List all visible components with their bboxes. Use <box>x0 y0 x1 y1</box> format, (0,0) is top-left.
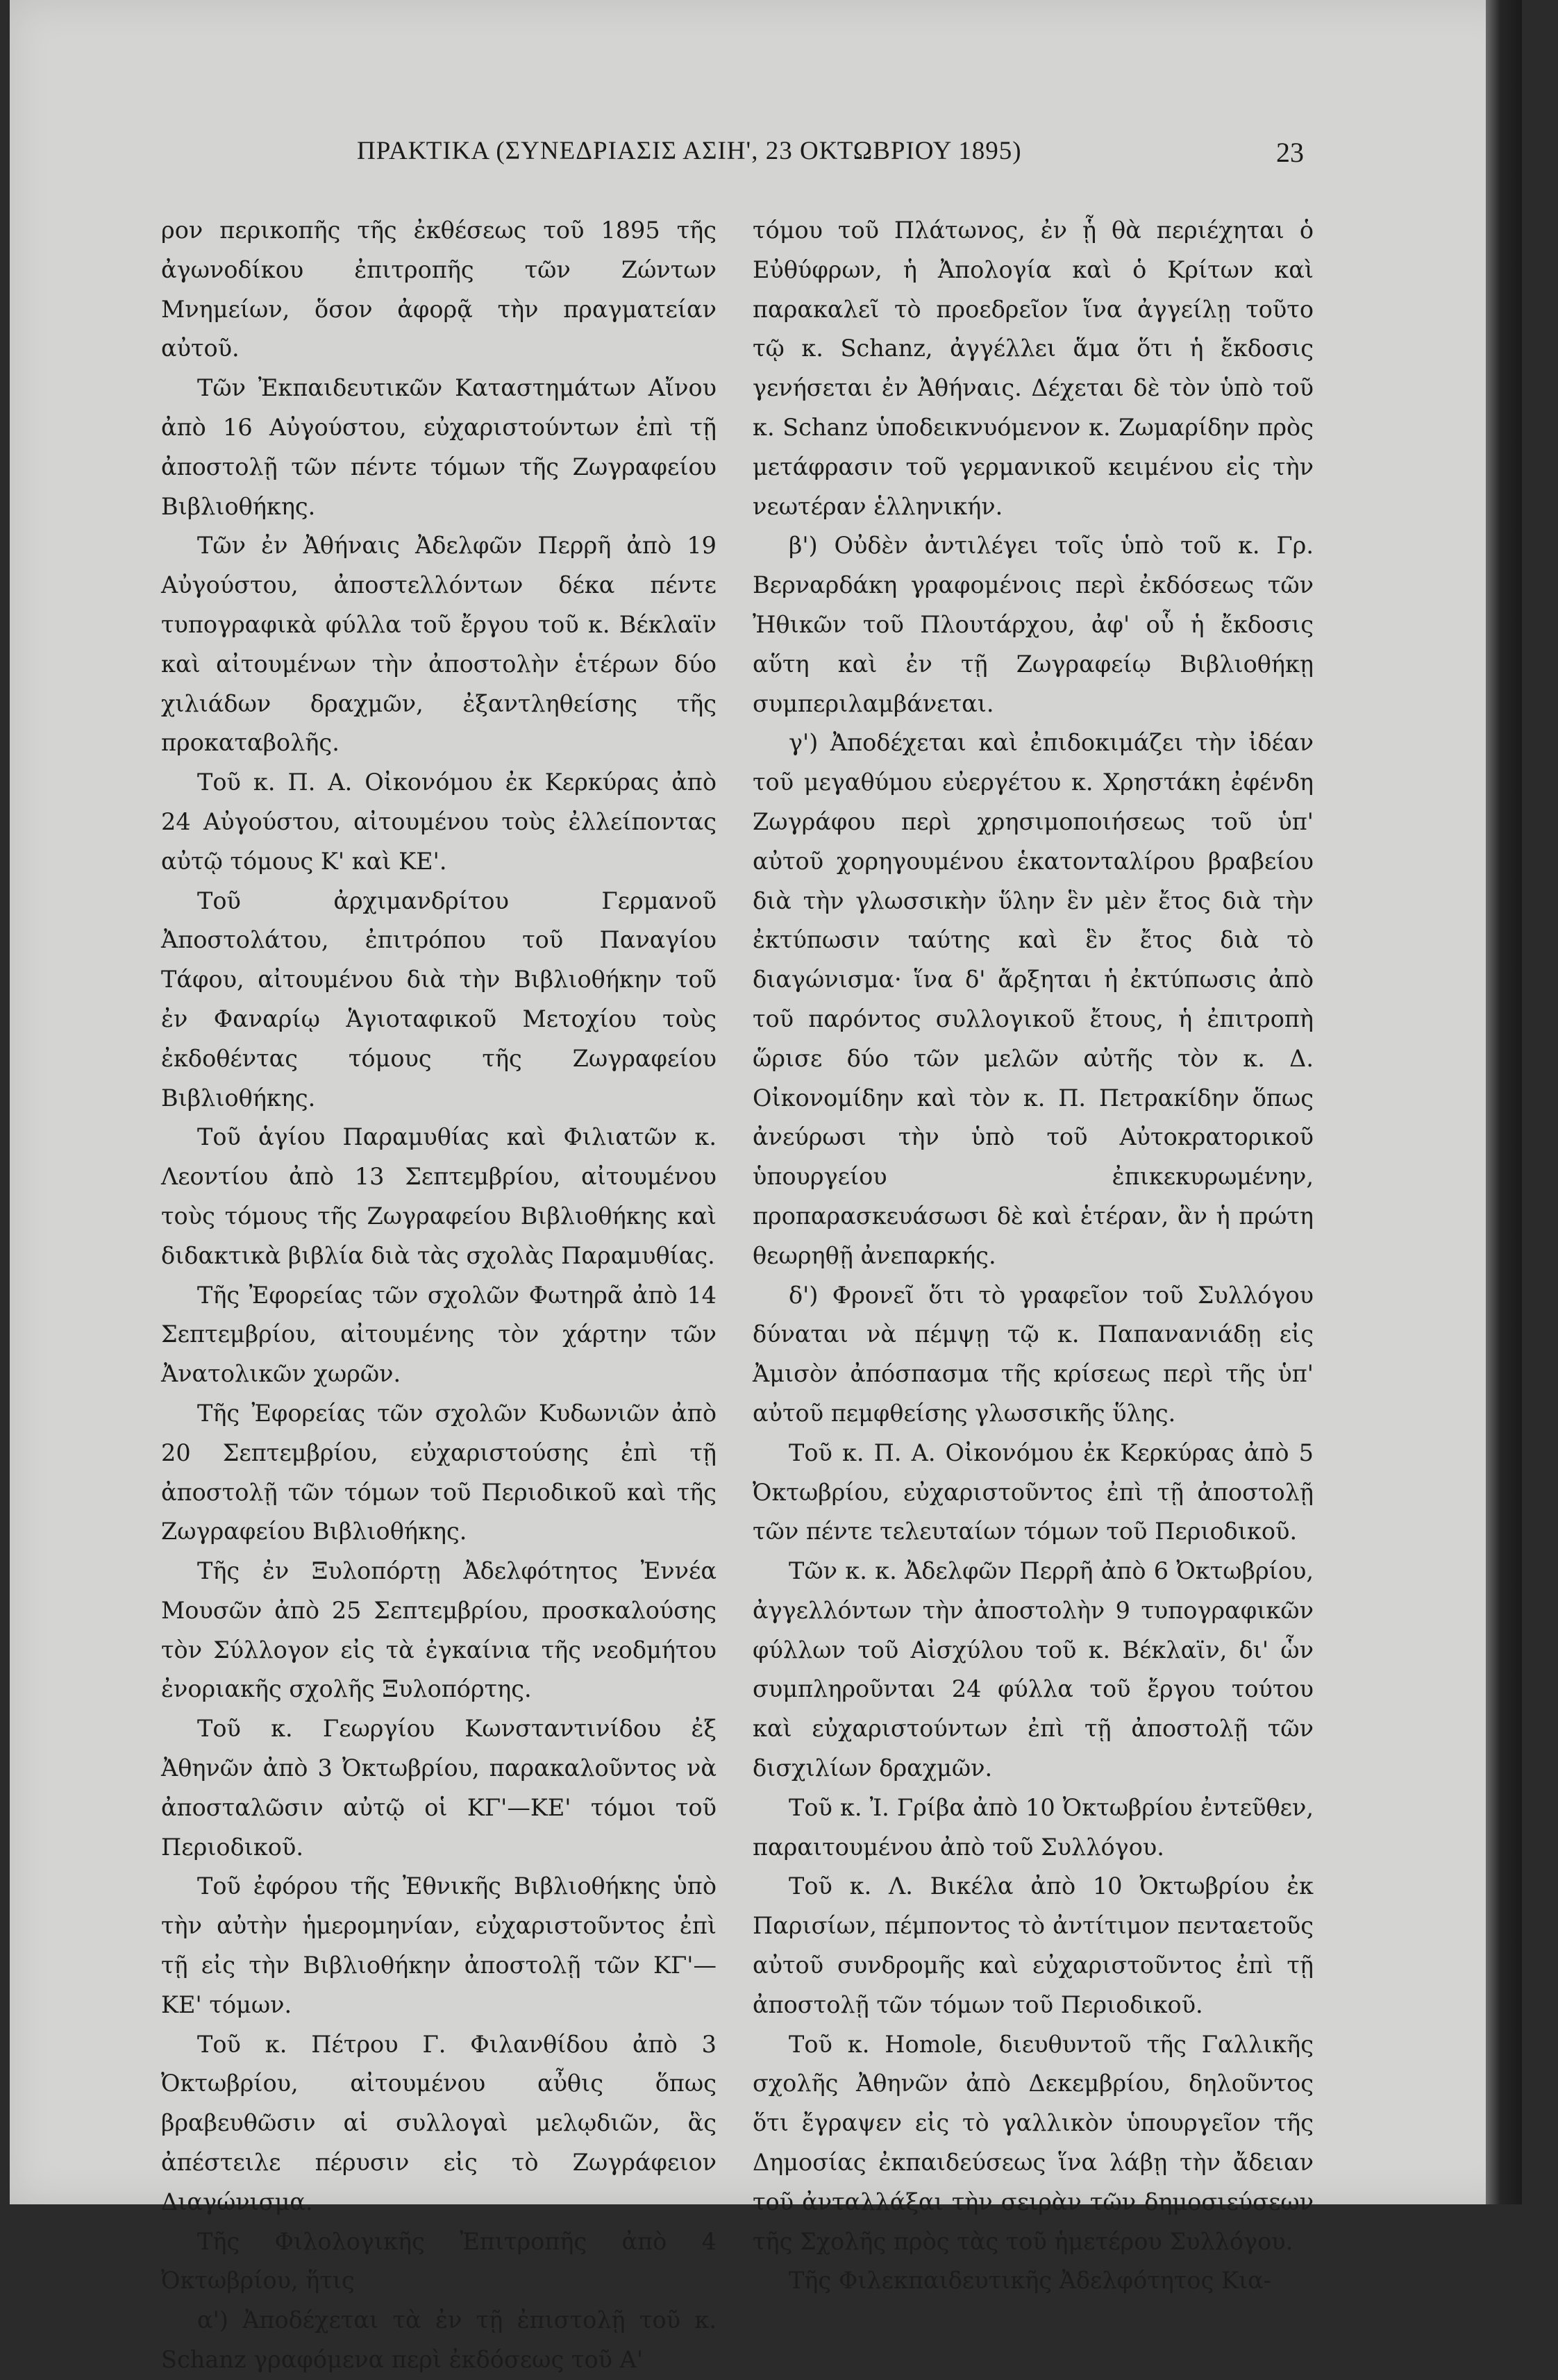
paragraph: Τοῦ ἐφόρου τῆς Ἐθνικῆς Βιβλιοθήκης ὑπὸ τὴν αὐτὴν ἡμερομηνίαν, εὐχαριστοῦντος ἐπὶ τῇ εἰς τὴν Βιβλιοθήκην ἀποστολῇ τῶν ΚΓ'—ΚΕ' τόμων. <box>161 1872 717 2018</box>
paragraph: Τῆς Ἐφορείας τῶν σχολῶν Κυδωνιῶν ἀπὸ 20 Σεπτεμβρίου, εὐχαριστούσης ἐπὶ τῇ ἀποστολῇ τῶν τόμων τοῦ Περιοδικοῦ καὶ τῆς Ζωγραφείου Βιβλιοθήκης. <box>161 1399 717 1545</box>
paragraph: Τῆς Φιλολογικῆς Ἐπιτροπῆς ἀπὸ 4 Ὀκτωβρίου, ἥτις <box>161 2227 717 2295</box>
right-column <box>753 211 1314 2301</box>
paragraph: Τοῦ κ. Γεωργίου Κωνσταντινίδου ἐξ Ἀθηνῶν ἀπὸ 3 Ὀκτωβρίου, παρακαλοῦντος νὰ ἀποσταλῶσιν αὐτῷ οἱ ΚΓ'—ΚΕ' τόμοι τοῦ Περιοδικοῦ. <box>161 1715 717 1861</box>
paragraph: ρον περικοπῆς τῆς ἐκθέσεως τοῦ 1895 τῆς ἀγωνοδίκου ἐπιτροπῆς τῶν Ζώντων Μνημείων, ὅσον ἀφορᾷ τὴν πραγματείαν αὐτοῦ. <box>161 217 717 362</box>
paragraph: Τοῦ κ. Πέτρου Γ. Φιλανθίδου ἀπὸ 3 Ὀκτωβρίου, αἰτουμένου αὖθις ὅπως βραβευθῶσιν αἱ συλλογαὶ μελῳδιῶν, ἃς ἀπέστειλε πέρυσιν εἰς τὸ Ζωγράφειον Διαγώνισμα. <box>161 2030 717 2215</box>
paragraph: Τῶν Ἐκπαιδευτικῶν Καταστημάτων Αἴνου ἀπὸ 16 Αὐγούστου, εὐχαριστούντων ἐπὶ τῇ ἀποστολῇ τῶν πέντε τόμων τῆς Ζωγραφείου Βιβλιοθήκης. <box>161 374 717 520</box>
paragraph: Τῶν κ. κ. Ἀδελφῶν Περρῆ ἀπὸ 6 Ὀκτωβρίου, ἀγγελλόντων τὴν ἀποστολὴν 9 τυπογραφικῶν φύλλων τοῦ Αἰσχύλου τοῦ κ. Βέκλαϊν, δι' ὧν συμπληροῦνται 24 φύλλα τοῦ ἔργου τούτου καὶ εὐχαριστούντων ἐπὶ τῇ ἀποστολῇ τῶν δισχιλίων δραχμῶν. <box>753 1557 1314 1782</box>
paragraph: δ') Φρονεῖ ὅτι τὸ γραφεῖον τοῦ Συλλόγου δύναται νὰ πέμψῃ τῷ κ. Παπανανιάδῃ εἰς Ἀμισὸν ἀπόσπασμα τῆς κρίσεως περὶ τῆς ὑπ' αὐτοῦ πεμφθείσης γλωσσικῆς ὕλης. <box>753 1281 1314 1427</box>
paragraph: Τοῦ κ. Π. Α. Οἰκονόμου ἐκ Κερκύρας ἀπὸ 5 Ὀκτωβρίου, εὐχαριστοῦντος ἐπὶ τῇ ἀποστολῇ τῶν πέντε τελευταίων τόμων τοῦ Περιοδικοῦ. <box>753 1439 1314 1545</box>
left-column <box>161 211 717 2380</box>
paragraph: Τοῦ κ. Homole, διευθυντοῦ τῆς Γαλλικῆς σχολῆς Ἀθηνῶν ἀπὸ Δεκεμβρίου, δηλοῦντος ὅτι ἔγραψεν εἰς τὸ γαλλικὸν ὑπουργεῖον τῆς Δημοσίας ἐκπαιδεύσεως ἵνα λάβῃ τὴν ἄδειαν τοῦ ἀνταλλάξαι τὴν σειρὰν τῶν δημοσιεύσεων τῆς Σχολῆς πρὸς τὰς τοῦ ἡμετέρου Συλλόγου. <box>753 2030 1314 2255</box>
paragraph: Τοῦ κ. Ἰ. Γρίβα ἀπὸ 10 Ὀκτωβρίου ἐντεῦθεν, παραιτουμένου ἀπὸ τοῦ Συλλόγου. <box>753 1793 1314 1861</box>
paragraph: Τῆς ἐν Ξυλοπόρτῃ Ἀδελφότητος Ἐννέα Μουσῶν ἀπὸ 25 Σεπτεμβρίου, προσκαλούσης τὸν Σύλλογον εἰς τὰ ἐγκαίνια τῆς νεοδμήτου ἐνοριακῆς σχολῆς Ξυλοπόρτης. <box>161 1557 717 1703</box>
paragraph: Τοῦ ἁγίου Παραμυθίας καὶ Φιλιατῶν κ. Λεοντίου ἀπὸ 13 Σεπτεμβρίου, αἰτουμένου τοὺς τόμους τῆς Ζωγραφείου Βιβλιοθήκης καὶ διδακτικὰ βιβλία διὰ τὰς σχολὰς Παραμυθίας. <box>161 1123 717 1269</box>
paragraph: Τῆς Ἐφορείας τῶν σχολῶν Φωτηρᾶ ἀπὸ 14 Σεπτεμβρίου, αἰτουμένης τὸν χάρτην τῶν Ἀνατολικῶν χωρῶν. <box>161 1281 717 1388</box>
paragraph: Τῶν ἐν Ἀθήναις Ἀδελφῶν Περρῆ ἀπὸ 19 Αὐγούστου, ἀποστελλόντων δέκα πέντε τυπογραφικὰ φύλλα τοῦ ἔργου τοῦ κ. Βέκλαϊν καὶ αἰτουμένων τὴν ἀποστολὴν ἑτέρων δύο χιλιάδων δραχμῶν, ἐξαντληθείσης τῆς προκαταβολῆς. <box>161 532 717 757</box>
paragraph: α') Ἀποδέχεται τὰ ἐν τῇ ἐπιστολῇ τοῦ κ. Schanz γραφόμενα περὶ ἐκδόσεως τοῦ Α' <box>161 2306 717 2374</box>
paragraph: β') Οὐδὲν ἀντιλέγει τοῖς ὑπὸ τοῦ κ. Γρ. Βερναρδάκη γραφομένοις περὶ ἐκδόσεως τῶν Ἠθικῶν τοῦ Πλουτάρχου, ἀφ' οὗ ἡ ἔκδοσις αὕτη καὶ ἐν τῇ Ζωγραφείῳ Βιβλιοθήκῃ συμπεριλαμβάνεται. <box>753 532 1314 717</box>
paragraph: Τῆς Φιλεκπαιδευτικῆς Ἀδελφότητος Κια- <box>789 2267 1272 2295</box>
paragraph: γ') Ἀποδέχεται καὶ ἐπιδοκιμάζει τὴν ἰδέαν τοῦ μεγαθύμου εὐεργέτου κ. Χρηστάκη ἐφένδη Ζωγράφου περὶ χρησιμοποιήσεως τοῦ ὑπ' αὐτοῦ χορηγουμένου ἑκατονταλίρου βραβείου διὰ τὴν γλωσσικὴν ὕλην ἓν μὲν ἔτος διὰ τὴν ἐκτύπωσιν ταύτης καὶ ἓν ἔτος διὰ τὸ διαγώνισμα· ἵνα δ' ἄρξηται ἡ ἐκτύπωσις ἀπὸ τοῦ παρόντος συλλογικοῦ ἔτους, ἡ ἐπιτροπὴ ὥρισε δύο τῶν μελῶν αὐτῆς τὸν κ. Δ. Οἰκονομίδην καὶ τὸν κ. Π. Πετρακίδην ὅπως ἀνεύρωσι τὴν ὑπὸ τοῦ Αὐτοκρατορικοῦ ὑπουργείου ἐπικεκυρωμένην, προπαρασκευάσωσι δὲ καὶ ἑτέραν, ἂν ἡ πρώτη θεωρηθῇ ἀνεπαρκής. <box>753 729 1314 1269</box>
page-number: 23 <box>1276 137 1304 168</box>
journal-page <box>10 0 1522 2374</box>
paragraph: Τοῦ κ. Π. Α. Οἰκονόμου ἐκ Κερκύρας ἀπὸ 24 Αὐγούστου, αἰτουμένου τοὺς ἐλλείποντας αὐτῷ τόμους Κ' καὶ ΚΕ'. <box>161 769 717 875</box>
paragraph: Τοῦ κ. Λ. Βικέλα ἀπὸ 10 Ὀκτωβρίου ἐκ Παρισίων, πέμποντος τὸ ἀντίτιμον πενταετοῦς αὐτοῦ συνδρομῆς καὶ εὐχαριστοῦντος ἐπὶ τῇ ἀποστολῇ τῶν τόμων τοῦ Περιοδικοῦ. <box>753 1872 1314 2018</box>
paragraph: Τοῦ ἀρχιμανδρίτου Γερμανοῦ Ἀποστολάτου, ἐπιτρόπου τοῦ Παναγίου Τάφου, αἰτουμένου διὰ τὴν Βιβλιοθήκην τοῦ ἐν Φαναρίῳ Ἁγιοταφικοῦ Μετοχίου τοὺς ἐκδοθέντας τόμους τῆς Ζωγραφείου Βιβλιοθήκης. <box>161 887 717 1112</box>
book-spine-edge <box>1486 0 1522 2204</box>
running-title: ΠΡΑΚΤΙΚΑ (ΣΥΝΕΔΡΙΑΣΙΣ ΑΣΙΗ', 23 ΟΚΤΩΒΡΙΟΥ 1895) <box>357 137 1022 165</box>
paragraph: τόμου τοῦ Πλάτωνος, ἐν ᾗ θὰ περιέχηται ὁ Εὐθύφρων, ἡ Ἀπολογία καὶ ὁ Κρίτων καὶ παρακαλεῖ τὸ προεδρεῖον ἵνα ἀγγείλῃ τοῦτο τῷ κ. Schanz, ἀγγέλλει ἅμα ὅτι ἡ ἔκδοσις γενήσεται ἐν Ἀθήναις. Δέχεται δὲ τὸν ὑπὸ τοῦ κ. Schanz ὑποδεικνυόμενον κ. Ζωμαρίδην πρὸς μετάφρασιν τοῦ γερμανικοῦ κειμένου εἰς τὴν νεωτέραν ἑλληνικήν. <box>753 217 1314 520</box>
